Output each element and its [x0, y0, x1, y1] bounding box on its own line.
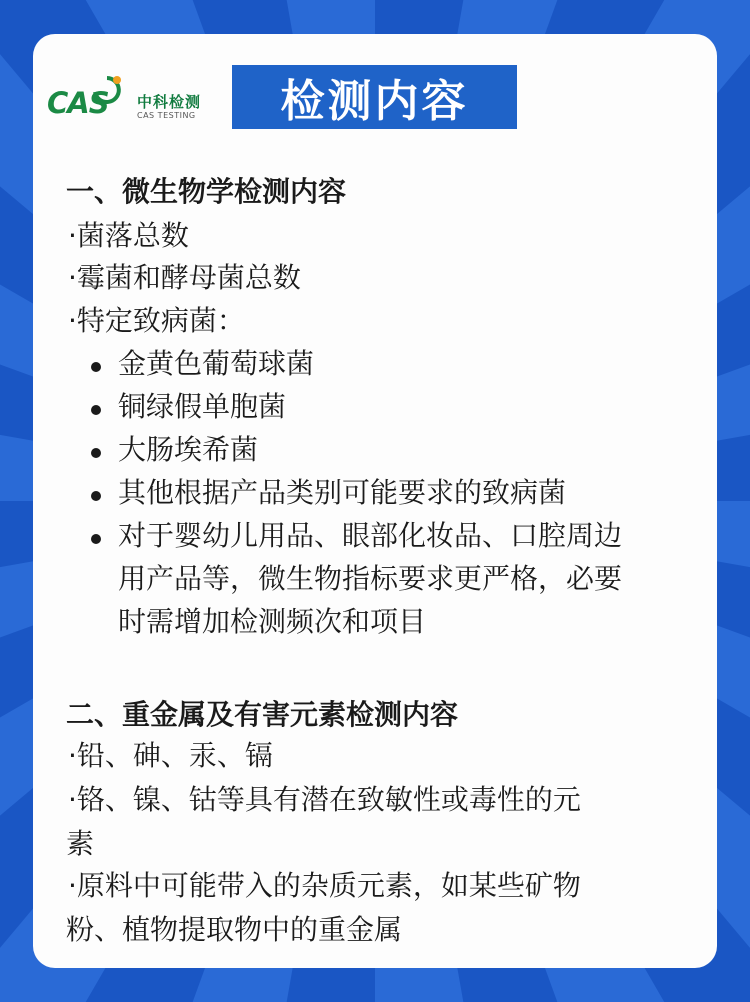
list-item-continuation: 素: [66, 827, 95, 860]
list-item: ·原料中可能带入的杂质元素，如某些矿物: [68, 869, 581, 902]
logo-ring-icon: [87, 72, 127, 112]
logo-cas-text: CAS: [47, 86, 109, 120]
sub-list-item: 铜绿假单胞菌: [118, 390, 287, 423]
sub-list-item: 其他根据产品类别可能要求的致病菌: [118, 476, 567, 509]
list-item: ·铬、镍、钴等具有潜在致敏性或毒性的元: [68, 783, 581, 816]
section1-heading: 一、微生物学检测内容: [66, 175, 347, 208]
list-item: ·霉菌和酵母菌总数: [68, 261, 301, 294]
section2-heading: 二、重金属及有害元素检测内容: [66, 698, 459, 731]
note-line: 时需增加检测频次和项目: [118, 605, 427, 638]
list-item: ·特定致病菌：: [68, 304, 245, 337]
list-item: ·铅、砷、汞、镉: [68, 739, 273, 772]
bullet-dot: [91, 362, 101, 372]
sub-list-item: 金黄色葡萄球菌: [118, 347, 315, 380]
list-item-continuation: 粉、植物提取物中的重金属: [66, 913, 403, 946]
note-line: 用产品等，微生物指标要求更严格，必要: [118, 562, 623, 595]
bullet-dot: [91, 534, 101, 544]
bullet-dot: [91, 448, 101, 458]
list-item: ·菌落总数: [68, 219, 189, 252]
sub-list-item: 大肠埃希菌: [118, 433, 259, 466]
logo-cn-text: 中科检测: [137, 93, 202, 111]
page-title: 检测内容: [232, 65, 517, 129]
bullet-dot: [91, 491, 101, 501]
note-line: 对于婴幼儿用品、眼部化妆品、口腔周边: [118, 519, 623, 552]
bullet-dot: [91, 405, 101, 415]
logo: [47, 70, 217, 122]
logo-en-text: CAS TESTING: [137, 111, 196, 120]
